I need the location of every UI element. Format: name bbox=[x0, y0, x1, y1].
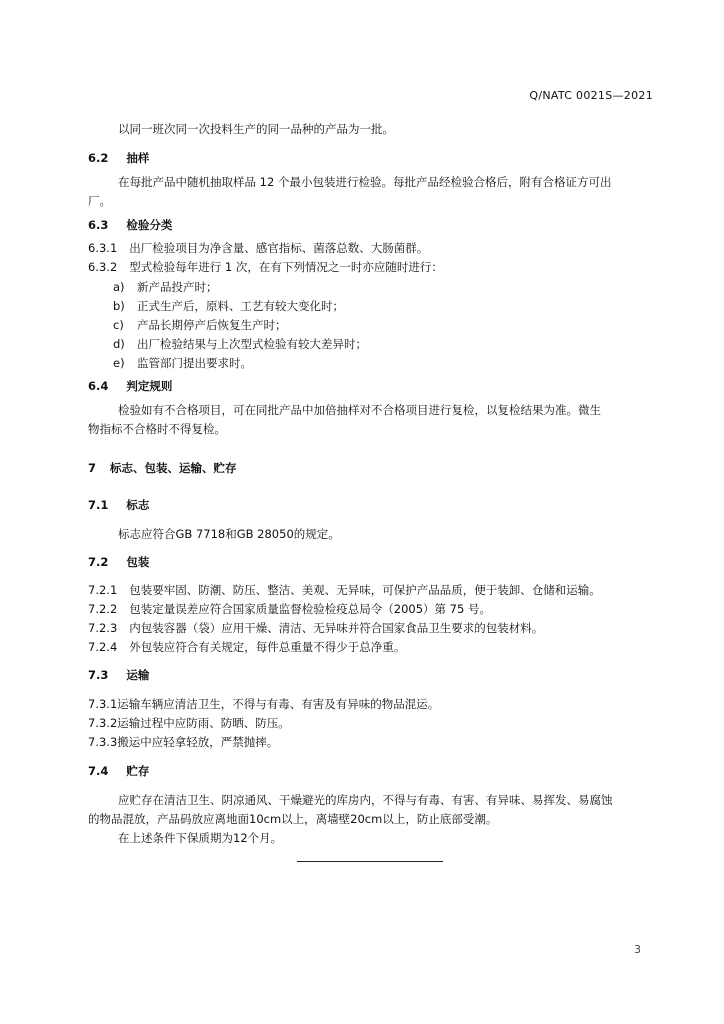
section-7-3-heading bbox=[88, 667, 149, 683]
clause-number: 7.2.2 bbox=[88, 602, 118, 616]
clause-6-3-2 bbox=[88, 259, 443, 275]
section-title: 判定规则 bbox=[126, 379, 173, 393]
section-number: 6.3 bbox=[88, 218, 109, 232]
clause-7-2-2 bbox=[88, 601, 491, 617]
clause-text: 包装要牢固、防潮、防压、整洁、美观、无异味，可保护产品品质，便于装卸、仓储和运输。 bbox=[129, 583, 601, 597]
list-item bbox=[113, 355, 252, 371]
paragraph: 应贮存在清洁卫生、阴凉通风、干燥避光的库房内，不得与有毒、有害、有异味、易挥发、易腐蚀 bbox=[118, 793, 613, 807]
paragraph: 的物品混放，产品码放应离地面10cm以上，离墙壁20cm以上，防止底部受潮。 bbox=[88, 812, 498, 826]
page-number: 3 bbox=[634, 943, 641, 956]
clause-7-3-3: 7.3.3搬运中应轻拿轻放，严禁抛摔。 bbox=[88, 735, 279, 749]
list-item bbox=[113, 336, 367, 352]
list-marker: e) bbox=[113, 356, 125, 370]
list-item bbox=[113, 298, 344, 314]
clause-text: 型式检验每年进行 1 次，在有下列情况之一时亦应随时进行： bbox=[129, 260, 443, 274]
clause-7-3-1: 7.3.1运输车辆应清洁卫生，不得与有毒、有害及有异味的物品混运。 bbox=[88, 697, 440, 711]
section-number: 7.4 bbox=[88, 764, 109, 778]
clause-text: 内包装容器（袋）应用干燥、清洁、无异味并符合国家食品卫生要求的包装材料。 bbox=[129, 621, 544, 635]
section-7-1-heading bbox=[88, 497, 149, 513]
section-title: 运输 bbox=[126, 668, 150, 682]
section-title: 标志、包装、运输、贮存 bbox=[110, 461, 237, 475]
clause-7-3-2: 7.3.2运输过程中应防雨、防晒、防压。 bbox=[88, 716, 290, 730]
clause-text: 出厂检验项目为净含量、感官指标、菌落总数、大肠菌群。 bbox=[129, 241, 429, 255]
list-marker: a) bbox=[113, 280, 125, 294]
section-7-2-heading bbox=[88, 554, 149, 570]
list-text: 产品长期停产后恢复生产时； bbox=[137, 318, 287, 332]
clause-number: 7.2.3 bbox=[88, 621, 118, 635]
section-number: 6.2 bbox=[88, 151, 109, 165]
clause-7-2-4 bbox=[88, 639, 405, 655]
list-item bbox=[113, 279, 218, 295]
paragraph: 在上述条件下保质期为12个月。 bbox=[118, 831, 283, 845]
section-number: 6.4 bbox=[88, 379, 109, 393]
paragraph: 检验如有不合格项目，可在同批产品中加倍抽样对不合格项目进行复检，以复检结果为准。微生 bbox=[118, 403, 601, 417]
list-text: 新产品投产时； bbox=[137, 280, 218, 294]
section-number: 7.2 bbox=[88, 555, 109, 569]
clause-number: 7.2.4 bbox=[88, 640, 118, 654]
list-item bbox=[113, 317, 287, 333]
list-text: 监管部门提出要求时。 bbox=[137, 356, 252, 370]
clause-6-3-1 bbox=[88, 240, 428, 256]
list-marker: b) bbox=[113, 299, 125, 313]
section-number: 7.1 bbox=[88, 498, 109, 512]
section-6-3-heading bbox=[88, 217, 172, 233]
standard-code: Q/NATC 0021S—2021 bbox=[529, 89, 653, 102]
paragraph: 厂。 bbox=[88, 194, 111, 208]
section-title: 抽样 bbox=[126, 151, 150, 165]
list-text: 出厂检验结果与上次型式检验有较大差异时； bbox=[137, 337, 367, 351]
section-7-4-heading bbox=[88, 763, 149, 779]
section-title: 检验分类 bbox=[126, 218, 173, 232]
section-number: 7 bbox=[88, 461, 97, 475]
section-title: 标志 bbox=[126, 498, 150, 512]
list-marker: d) bbox=[113, 337, 125, 351]
end-rule bbox=[297, 861, 443, 862]
paragraph: 标志应符合GB 7718和GB 28050的规定。 bbox=[118, 527, 340, 541]
section-6-2-heading bbox=[88, 150, 149, 166]
section-7-heading bbox=[88, 460, 237, 476]
clause-7-2-1 bbox=[88, 582, 601, 598]
section-number: 7.3 bbox=[88, 668, 109, 682]
clause-text: 包装定量误差应符合国家质量监督检验检疫总局令（2005）第 75 号。 bbox=[129, 602, 491, 616]
list-text: 正式生产后，原料、工艺有较大变化时； bbox=[137, 299, 344, 313]
clause-number: 7.2.1 bbox=[88, 583, 118, 597]
section-6-4-heading bbox=[88, 378, 172, 394]
section-title: 贮存 bbox=[126, 764, 150, 778]
list-marker: c) bbox=[113, 318, 124, 332]
clause-7-2-3 bbox=[88, 620, 543, 636]
clause-number: 6.3.2 bbox=[88, 260, 118, 274]
paragraph: 物指标不合格时不得复检。 bbox=[88, 422, 226, 436]
batch-definition: 以同一班次同一次投料生产的同一品种的产品为一批。 bbox=[118, 122, 394, 136]
paragraph: 在每批产品中随机抽取样品 12 个最小包装进行检验。每批产品经检验合格后，附有合格证方可出 bbox=[118, 175, 612, 189]
clause-number: 6.3.1 bbox=[88, 241, 118, 255]
clause-text: 外包装应符合有关规定，每件总重量不得少于总净重。 bbox=[129, 640, 406, 654]
section-title: 包装 bbox=[126, 555, 150, 569]
